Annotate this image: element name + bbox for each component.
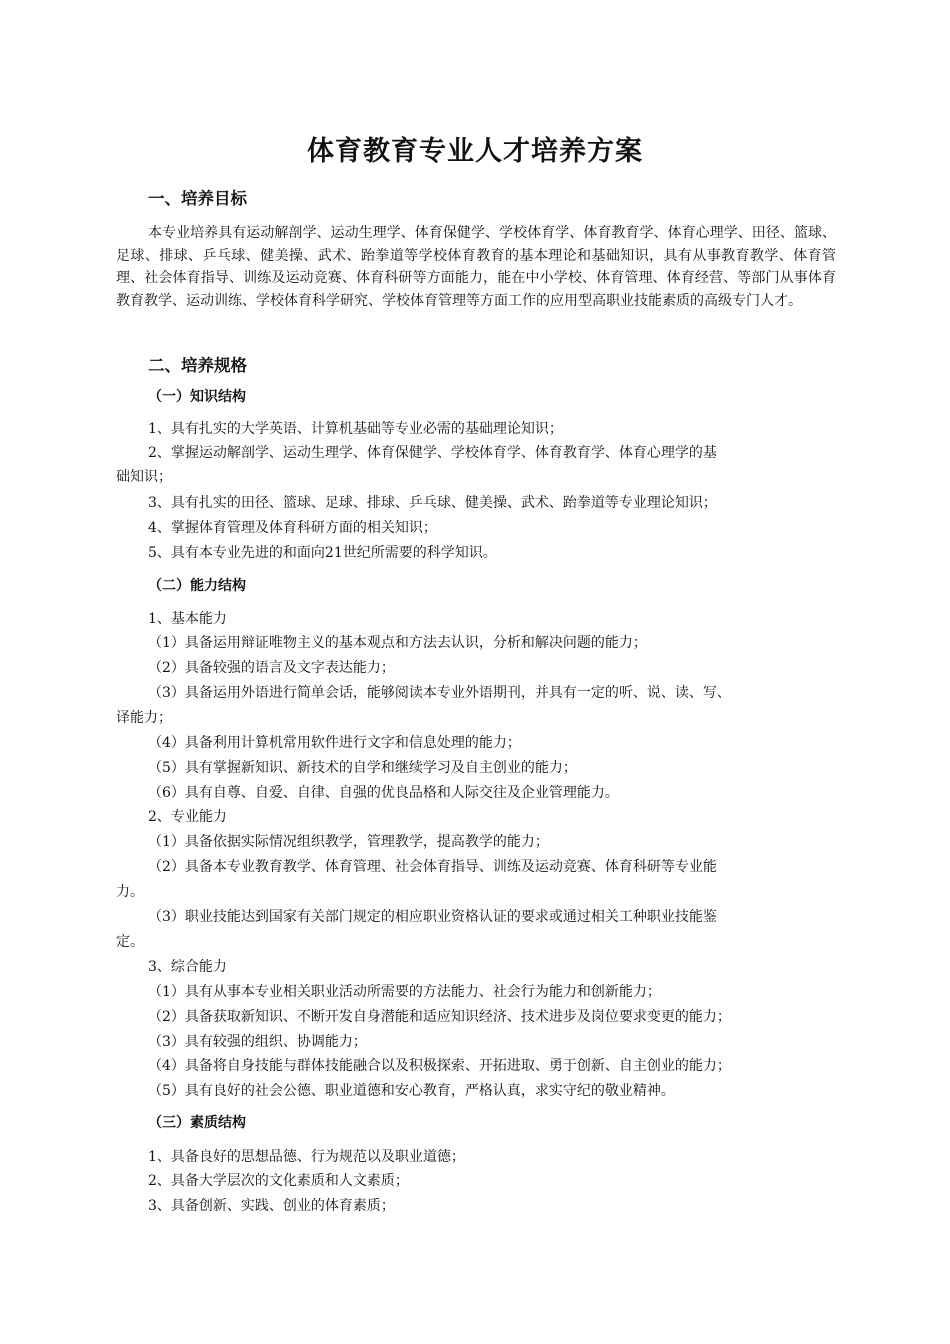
ability-professional-label: 2、专业能力 xyxy=(148,809,227,825)
subheading-knowledge: （一）知识结构 xyxy=(148,389,246,405)
quality-item-1: 1、具备良好的思想品德、行为规范以及职业道德； xyxy=(148,1149,465,1165)
document-title: 体育教育专业人才培养方案 xyxy=(307,136,643,167)
ability-comprehensive-2: （2）具备获取新知识、不断开发自身潜能和适应知识经济、技术进步及岗位要求变更的能力； xyxy=(148,1009,731,1025)
knowledge-item-1: 1、具有扎实的大学英语、计算机基础等专业必需的基础理论知识； xyxy=(148,421,563,437)
ability-comprehensive-1: （1）具有从事本专业相关职业活动所需要的方法能力、社会行为能力和创新能力； xyxy=(148,984,661,1000)
ability-basic-6: （6）具有自尊、自爱、自律、自强的优良品格和人际交往及企业管理能力。 xyxy=(148,785,619,801)
ability-basic-3: （3）具备运用外语进行简单会话，能够阅读本专业外语期刊，并具有一定的听、说、读、写、 xyxy=(148,685,731,701)
ability-comprehensive-5: （5）具有良好的社会公德、职业道德和安心教育，严格认真，求实守纪的敬业精神。 xyxy=(148,1083,675,1099)
knowledge-item-4: 4、掌握体育管理及体育科研方面的相关知识； xyxy=(148,520,437,536)
quality-item-2: 2、具备大学层次的文化素质和人文素质； xyxy=(148,1173,409,1189)
ability-professional-1: （1）具备依据实际情况组织教学，管理教学，提高教学的能力； xyxy=(148,834,549,850)
ability-professional-3-cont: 定。 xyxy=(116,934,144,950)
ability-basic-5: （5）具有掌握新知识、新技术的自学和继续学习及自主创业的能力； xyxy=(148,760,577,776)
knowledge-item-2-cont: 础知识； xyxy=(116,469,172,485)
knowledge-item-5: 5、具有本专业先进的和面向21世纪所需要的科学知识。 xyxy=(148,545,497,561)
quality-item-3: 3、具备创新、实践、创业的体育素质； xyxy=(148,1198,395,1214)
ability-professional-2-cont: 力。 xyxy=(116,884,144,900)
subheading-ability: （二）能力结构 xyxy=(148,578,246,594)
section-heading-goals: 一、培养目标 xyxy=(148,189,247,208)
ability-basic-3-cont: 译能力； xyxy=(116,710,172,726)
ability-comprehensive-4: （4）具备将自身技能与群体技能融合以及积极探索、开拓进取、勇于创新、自主创业的能力； xyxy=(148,1058,731,1074)
subheading-quality: （三）素质结构 xyxy=(148,1115,246,1131)
ability-comprehensive-label: 3、综合能力 xyxy=(148,959,227,975)
ability-professional-3: （3）职业技能达到国家有关部门规定的相应职业资格认证的要求或通过相关工种职业技能鉴 xyxy=(148,909,717,925)
ability-basic-2: （2）具备较强的语言及文字表达能力； xyxy=(148,660,395,676)
knowledge-item-3: 3、具有扎实的田径、篮球、足球、排球、乒乓球、健美操、武术、跆拳道等专业理论知识； xyxy=(148,495,717,511)
ability-professional-2: （2）具备本专业教育教学、体育管理、社会体育指导、训练及运动竞赛、体育科研等专业能 xyxy=(148,859,717,875)
ability-basic-label: 1、基本能力 xyxy=(148,611,227,627)
ability-basic-4: （4）具备利用计算机常用软件进行文字和信息处理的能力； xyxy=(148,735,521,751)
ability-basic-1: （1）具备运用辩证唯物主义的基本观点和方法去认识，分析和解决问题的能力； xyxy=(148,635,647,651)
knowledge-item-2: 2、掌握运动解剖学、运动生理学、体育保健学、学校体育学、体育教育学、体育心理学的基 xyxy=(148,445,717,461)
ability-comprehensive-3: （3）具有较强的组织、协调能力； xyxy=(148,1034,367,1050)
goals-paragraph: 本专业培养具有运动解剖学、运动生理学、体育保健学、学校体育学、体育教育学、体育心理学、田径、篮球、足球、排球、乒乓球、健美操、武术、跆拳道等学校体育教育的基本理论和基础知识，具有从事教育教学、体育管理、社会体育指导、训练及运动竞赛、体育科研等方面能力，能在中小学校、体育管理、体育经营、等部门从事体育教育教学、运动训练、学校体育科学研究、学校体育管理等方面工作的应用型高职业技能素质的高级专门人才。 xyxy=(116,225,836,310)
section-heading-specs: 二、培养规格 xyxy=(148,356,247,375)
